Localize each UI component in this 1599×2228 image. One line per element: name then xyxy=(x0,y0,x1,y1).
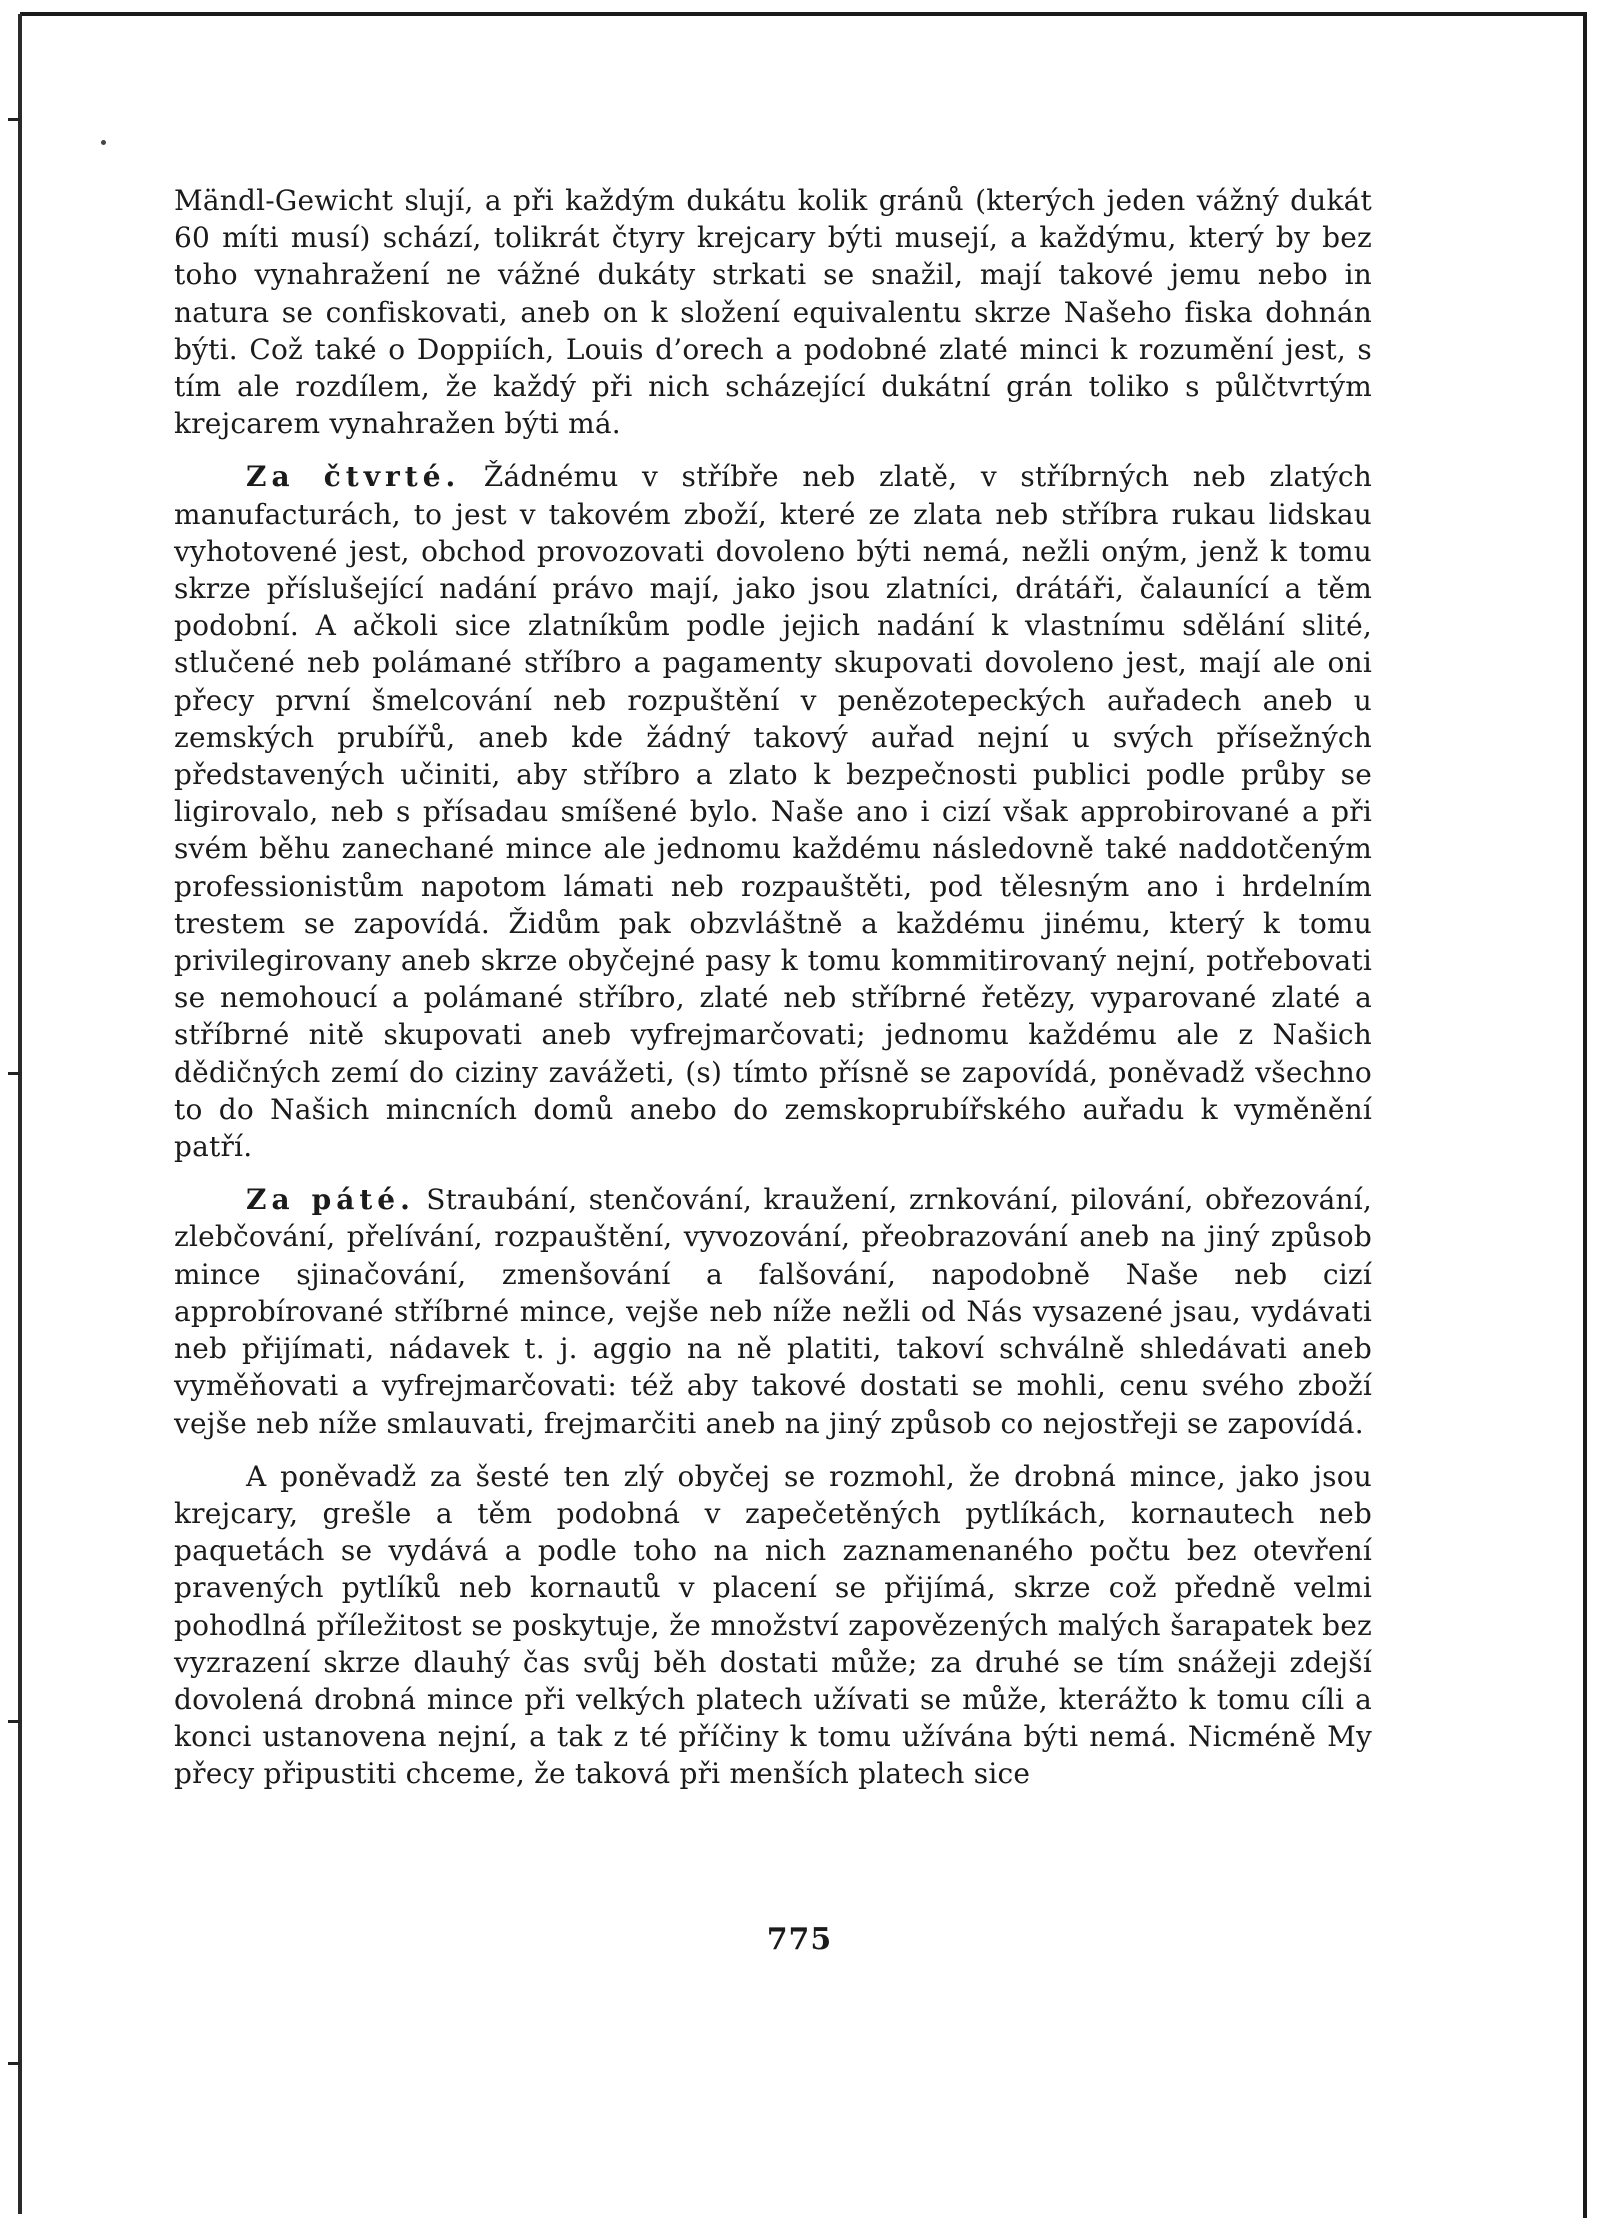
margin-mark xyxy=(8,1720,20,1723)
paragraph-4 xyxy=(174,1458,1372,1793)
paragraph-3 xyxy=(174,1181,1372,1441)
scan-speck xyxy=(101,140,106,145)
page-number: 775 xyxy=(766,1922,833,1957)
paragraph-text: Žádnému v stříbře neb zlatě, v stříbrných neb zlatých manufacturách, to jest v takovém zboží, které ze zlata neb stříbra rukau lidskau vyhotovené jest, obchod provozovati dovoleno býti nemá, nežli oným, jenž k tomu skrze příslušející nadání právo mají, jako jsou zlatníci, drátáři, čalaunící a těm podobní. A ačkoli sice zlatníkům podle jejich nadání k vlastnímu sdělání slité, stlučené neb polámané stříbro a pagamenty skupovati dovoleno jest, mají ale oni přecy první šmelcování neb rozpuštění v penězotepeckých auřadech aneb u zemských prubířů, aneb kde žádný takový auřad nejní u svých přísežných představených učiniti, aby stříbro a zlato k bezpečnosti publici podle průby se ligirovalo, neb s přísadau smíšené bylo. Naše ano i cizí však approbirované a při svém běhu zanechané mince ale jednomu každému následovně také naddotčeným professionistům napotom lámati neb rozpauštěti, pod tělesným ano i hrdelním trestem se zapovídá. Židům pak obzvláštně a každému jinému, který k tomu privilegirovany aneb skrze obyčejné pasy k tomu kommitirovaný nejní, potřebovati se nemohoucí a polámané stříbro, zlaté neb stříbrné řetězy, vyparované zlaté a stříbrné nitě skupovati aneb vyfrejmarčovati; jednomu každému ale z Našich dědičných zemí do ciziny zavážeti, (s) tímto přísně se zapovídá, poněvadž všechno to do Našich mincních domů anebo do zemskoprubířského auřadu k vyměnění patří. xyxy=(174,460,1372,1164)
scan-right-border xyxy=(1583,12,1587,2218)
section-lead: Za čtvrté. xyxy=(246,460,461,494)
paragraph-2 xyxy=(174,458,1372,1165)
paragraph-1 xyxy=(174,182,1372,442)
paragraph-text: Mändl-Gewicht slují, a při každým dukátu kolik gránů (kterých jeden vážný dukát 60 míti musí) schází, tolikrát čtyry krejcary býti musejí, a každýmu, který by bez toho vynahražení ne vážné dukáty strkati se snažil, mají takové jemu nebo in natura se confiskovati, aneb on k složení equivalentu skrze Našeho fiska dohnán býti. Což také o Doppiích, Louis d’orech a podobné zlaté minci k rozumění jest, s tím ale rozdílem, že každý při nich scházející dukátní grán toliko s půlčtvrtým krejcarem vynahražen býti má. xyxy=(174,184,1372,441)
scan-top-border xyxy=(20,12,1585,16)
page-body xyxy=(174,182,1372,1809)
margin-mark xyxy=(8,2062,20,2065)
section-lead: Za páté. xyxy=(246,1183,415,1217)
paragraph-text: Straubání, stenčování, kraužení, zrnkování, pilování, obřezování, zlebčování, přelívání, rozpauštění, vyvozování, přeobrazování aneb na jiný způsob mince sjinačování, zmenšování a falšování, napodobně Naše neb cizí approbírované stříbrné mince, vejše neb níže nežli od Nás vysazené jsau, vydávati neb přijímati, nádavek t. j. aggio na ně platiti, takoví schválně shledávati aneb vyměňovati a vyfrejmarčovati: též aby takové dostati se mohli, cenu svého zboží vejše neb níže smlauvati, frejmarčiti aneb na jiný způsob co nejostřeji se zapovídá. xyxy=(174,1183,1373,1440)
scan-left-border xyxy=(18,14,22,2214)
margin-mark xyxy=(8,1072,20,1075)
margin-mark xyxy=(8,118,20,121)
paragraph-text: A poněvadž za šesté ten zlý obyčej se rozmohl, že drobná mince, jako jsou krejcary, grešle a těm podobná v zapečetěných pytlíkách, kornautech neb paquetách se vydává a podle toho na nich zaznamenaného počtu bez otevření pravených pytlíků neb kornautů v placení se přijímá, skrze což předně velmi pohodlná příležitost se poskytuje, že množství zapovězených malých šarapatek bez vyzrazení skrze dlauhý čas svůj běh dostati může; za druhé se tím snážeji zdejší dovolená drobná mince při velkých platech užívati se může, kterážto k tomu cíli a konci ustanovena nejní, a tak z té příčiny k tomu užívána býti nemá. Nicméně My přecy připustiti chceme, že taková při menších platech sice xyxy=(174,1459,1372,1791)
